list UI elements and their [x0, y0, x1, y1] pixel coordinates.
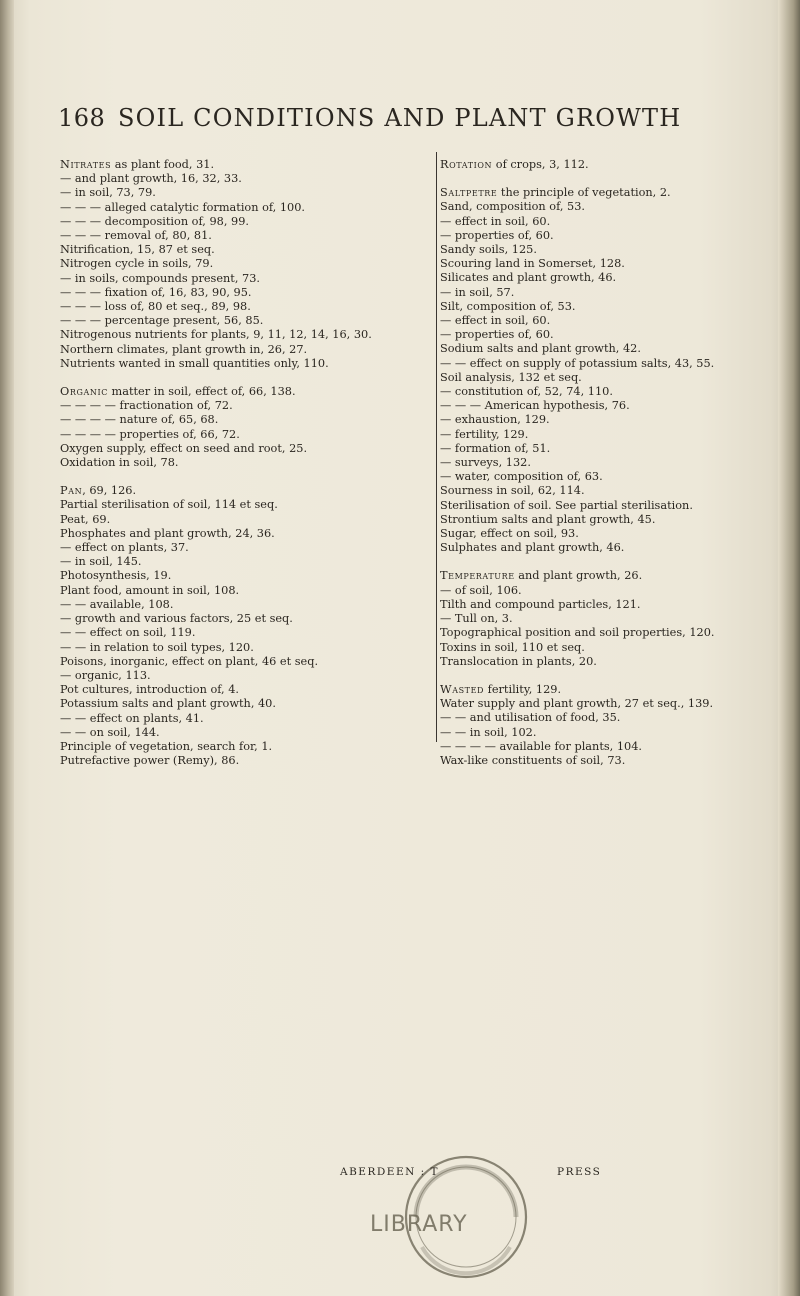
index-entry: [440, 413, 792, 427]
index-entry-text: — — — removal of, 80, 81.: [60, 229, 212, 243]
index-entry: [60, 612, 432, 626]
index-entry-text: — properties of, 60.: [440, 228, 554, 242]
index-entry-text: Phosphates and plant growth, 24, 36.: [60, 526, 275, 540]
index-entry: [440, 428, 792, 442]
index-entry-text: the principle of vegetation, 2.: [497, 186, 671, 200]
index-entry-text: Oxidation in soil, 78.: [60, 456, 179, 470]
index-entry: [440, 158, 792, 172]
index-entry-lead: Pan: [60, 484, 83, 498]
index-entry: [440, 243, 792, 257]
index-entry: [440, 215, 792, 229]
index-entry: [60, 626, 432, 640]
index-entry-text: Potassium salts and plant growth, 40.: [60, 697, 276, 711]
index-entry-text: matter in soil, effect of, 66, 138.: [107, 385, 296, 399]
index-entry-text: — — — — properties of, 66, 72.: [60, 427, 240, 441]
index-entry-text: Sodium salts and plant growth, 42.: [440, 342, 641, 356]
index-entry: [440, 726, 792, 740]
index-entry: [60, 712, 432, 726]
index-entry-text: Soil analysis, 132 et seq.: [440, 370, 582, 384]
index-entry-text: Wax-like constituents of soil, 73.: [440, 753, 626, 767]
index-entry-text: Plant food, amount in soil, 108.: [60, 583, 240, 597]
index-entry-text: — — — loss of, 80 et seq., 89, 98.: [60, 300, 251, 314]
index-entry-text: — of soil, 106.: [440, 583, 522, 597]
index-entry-text: — in soils, compounds present, 73.: [60, 271, 260, 285]
index-entry-text: — — on soil, 144.: [60, 725, 160, 739]
index-entry: [440, 314, 792, 328]
index-entry-text: Peat, 69.: [60, 512, 111, 526]
index-entry: [440, 328, 792, 342]
index-entry-lead: Wasted: [440, 682, 485, 696]
index-entry-text: Principle of vegetation, search for, 1.: [60, 739, 273, 753]
index-entry-text: — in soil, 145.: [60, 555, 142, 569]
index-entry: [440, 683, 792, 697]
index-entry: [60, 655, 432, 669]
index-entry-text: Photosynthesis, 19.: [60, 569, 172, 583]
index-entry-text: — — — alleged catalytic formation of, 100.: [60, 200, 306, 214]
index-entry: [440, 257, 792, 271]
index-entry-text: — — — American hypothesis, 76.: [440, 399, 630, 413]
index-entry-lead: Rotation: [440, 158, 493, 171]
index-entry-text: — surveys, 132.: [440, 456, 531, 470]
index-entry-text: — — effect on supply of potassium salts, 43, 55.: [440, 356, 715, 370]
index-entry-text: — — — — nature of, 65, 68.: [60, 413, 219, 427]
index-entry-text: — growth and various factors, 25 et seq.: [60, 612, 293, 626]
index-entry-text: fertility, 129.: [484, 682, 562, 696]
index-entry: [60, 584, 432, 598]
index-entry: [60, 215, 432, 229]
index-entry-text: Sugar, effect on soil, 93.: [440, 527, 579, 541]
index-entry-text: — properties of, 60.: [440, 328, 554, 342]
index-entry: [440, 740, 792, 754]
index-entry: [60, 669, 432, 683]
index-entry-text: Silt, composition of, 53.: [440, 299, 576, 313]
index-entry-text: — — effect on soil, 119.: [60, 626, 196, 640]
page-binding-edge: [0, 0, 14, 1296]
index-entry-text: — — available, 108.: [60, 597, 174, 611]
index-entry: [60, 343, 432, 357]
index-entry: [60, 428, 432, 442]
index-entry: [440, 612, 792, 626]
index-entry-text: Translocation in plants, 20.: [440, 654, 597, 668]
index-entry: [440, 711, 792, 725]
index-entry: [60, 272, 432, 286]
stamp-label: LIBRARY: [370, 1212, 468, 1237]
index-entry-text: — — — fixation of, 16, 83, 90, 95.: [60, 285, 252, 299]
index-entry-text: Nitrogen cycle in soils, 79.: [60, 257, 214, 271]
index-entry: [60, 555, 432, 569]
index-entry-text: — — in soil, 102.: [440, 725, 537, 739]
index-entry-text: — in soil, 57.: [440, 285, 515, 299]
index-entry-lead: Nitrates: [60, 158, 112, 171]
index-entry: [60, 527, 432, 541]
index-entry-text: Oxygen supply, effect on seed and root, 25.: [60, 441, 308, 455]
index-entry-text: Poisons, inorganic, effect on plant, 46 et seq.: [60, 654, 319, 668]
index-entry-text: Northern climates, plant growth in, 26, 27.: [60, 342, 308, 356]
index-entry: [440, 442, 792, 456]
index-entry-text: Water supply and plant growth, 27 et seq., 139.: [440, 697, 714, 711]
index-entry-text: Pot cultures, introduction of, 4.: [60, 683, 239, 697]
index-entry-text: Nitrification, 15, 87 et seq.: [60, 243, 215, 257]
index-entry-text: Sand, composition of, 53.: [440, 200, 585, 214]
index-entry: [440, 626, 792, 640]
index-entry: [440, 641, 792, 655]
index-entry-text: as plant food, 31.: [111, 158, 215, 171]
index-entry: [60, 399, 432, 413]
section-gap: [440, 555, 792, 569]
index-entry-text: — — — — available for plants, 104.: [440, 739, 642, 753]
column-divider: [436, 152, 437, 742]
index-entry-text: Strontium salts and plant growth, 45.: [440, 512, 656, 526]
index-entry-lead: Organic: [60, 385, 108, 399]
index-entry-text: , 69, 126.: [82, 484, 137, 498]
index-entry: [440, 186, 792, 200]
index-entry: [60, 541, 432, 555]
index-entry-text: Tilth and compound particles, 121.: [440, 597, 641, 611]
index-entry-text: — and plant growth, 16, 32, 33.: [60, 172, 242, 186]
index-entry-text: — constitution of, 52, 74, 110.: [440, 385, 613, 399]
index-entry-text: Scouring land in Somerset, 128.: [440, 257, 625, 271]
index-entry: [60, 726, 432, 740]
index-entry: [440, 541, 792, 555]
index-entry-text: — — — decomposition of, 98, 99.: [60, 214, 249, 228]
index-entry-text: Toxins in soil, 110 et seq.: [440, 640, 585, 654]
index-entry: [60, 172, 432, 186]
index-entry: [440, 754, 792, 768]
index-entry-text: — — in relation to soil types, 120.: [60, 640, 254, 654]
index-entry: [440, 569, 792, 583]
index-entry-text: — effect in soil, 60.: [440, 214, 551, 228]
index-entry: [60, 754, 432, 768]
index-entry: [440, 513, 792, 527]
index-entry-text: Nitrogenous nutrients for plants, 9, 11, 12, 14, 16, 30.: [60, 328, 372, 342]
section-gap: [440, 172, 792, 186]
printer-imprint: [340, 1166, 601, 1178]
index-entry-text: — effect in soil, 60.: [440, 314, 551, 328]
page-header: [0, 104, 800, 144]
index-entry: [60, 413, 432, 427]
index-entry: [60, 243, 432, 257]
index-entry: [60, 328, 432, 342]
index-entry: [60, 229, 432, 243]
index-entry-text: — in soil, 73, 79.: [60, 186, 156, 200]
index-entry: [60, 257, 432, 271]
index-entry: [440, 357, 792, 371]
index-entry: [60, 740, 432, 754]
index-entry: [60, 385, 432, 399]
index-entry: [440, 655, 792, 669]
page-footer: [340, 1152, 602, 1292]
section-gap: [440, 669, 792, 683]
index-entry: [60, 641, 432, 655]
index-entry: [440, 371, 792, 385]
index-entry: [60, 456, 432, 470]
index-entry-text: Topographical position and soil properties, 120.: [440, 626, 715, 640]
index-entry: [60, 513, 432, 527]
index-entry: [60, 442, 432, 456]
index-entry-text: — formation of, 51.: [440, 441, 551, 455]
index-entry: [440, 229, 792, 243]
index-entry: [440, 200, 792, 214]
index-entry-lead: Saltpetre: [440, 186, 498, 200]
index-entry: [440, 286, 792, 300]
index-entry-text: — organic, 113.: [60, 668, 151, 682]
index-entry-text: Silicates and plant growth, 46.: [440, 271, 617, 285]
index-entry: [440, 399, 792, 413]
index-entry-text: — — effect on plants, 41.: [60, 711, 204, 725]
index-entry: [440, 527, 792, 541]
index-entry: [60, 186, 432, 200]
index-column-right: [440, 158, 792, 768]
index-column-left: [60, 158, 432, 768]
index-entry-text: — exhaustion, 129.: [440, 413, 550, 427]
index-entry: [60, 158, 432, 172]
index-entry: [440, 484, 792, 498]
index-entry-text: and plant growth, 26.: [514, 569, 643, 583]
page-number: 168: [58, 104, 106, 132]
index-entry: [60, 569, 432, 583]
index-entry-text: Putrefactive power (Remy), 86.: [60, 754, 240, 768]
imprint-right: PRESS: [557, 1166, 602, 1178]
index-entry: [440, 456, 792, 470]
index-entry-text: Nutrients wanted in small quantities only, 110.: [60, 356, 329, 370]
index-entry-text: Sandy soils, 125.: [440, 243, 537, 257]
index-entry-text: — Tull on, 3.: [440, 612, 513, 626]
running-title: SOIL CONDITIONS AND PLANT GROWTH: [118, 104, 682, 132]
index-entry: [60, 697, 432, 711]
index-entry-text: — effect on plants, 37.: [60, 541, 189, 555]
index-entry: [440, 342, 792, 356]
index-entry-text: of crops, 3, 112.: [492, 158, 589, 171]
index-entry: [60, 498, 432, 512]
index-entry: [440, 499, 792, 513]
index-entry: [440, 697, 792, 711]
index-entry: [60, 286, 432, 300]
index-entry-text: — — and utilisation of food, 35.: [440, 711, 621, 725]
index-entry-lead: Temperature: [440, 569, 515, 583]
index-entry: [440, 271, 792, 285]
index-entry-text: — fertility, 129.: [440, 427, 529, 441]
index-entry: [60, 314, 432, 328]
index-entry: [440, 470, 792, 484]
index-entry: [60, 357, 432, 371]
index-entry-text: — water, composition of, 63.: [440, 470, 603, 484]
index-entry: [60, 300, 432, 314]
index-entry-text: Sulphates and plant growth, 46.: [440, 541, 625, 555]
section-gap: [60, 371, 432, 385]
index-entry: [60, 598, 432, 612]
imprint-left: ABERDEEN : T: [340, 1166, 440, 1178]
index-entry-text: Partial sterilisation of soil, 114 et seq.: [60, 498, 278, 512]
index-entry: [60, 484, 432, 498]
index-entry-text: Sterilisation of soil. See partial sterilisation.: [440, 498, 693, 512]
index-entry: [60, 683, 432, 697]
index-entry-text: — — — — fractionation of, 72.: [60, 399, 233, 413]
section-gap: [60, 470, 432, 484]
index-entry: [440, 584, 792, 598]
index-entry: [440, 385, 792, 399]
index-entry-text: — — — percentage present, 56, 85.: [60, 314, 264, 328]
index-entry: [440, 300, 792, 314]
index-entry: [60, 201, 432, 215]
index-entry: [440, 598, 792, 612]
index-entry-text: Sourness in soil, 62, 114.: [440, 484, 585, 498]
